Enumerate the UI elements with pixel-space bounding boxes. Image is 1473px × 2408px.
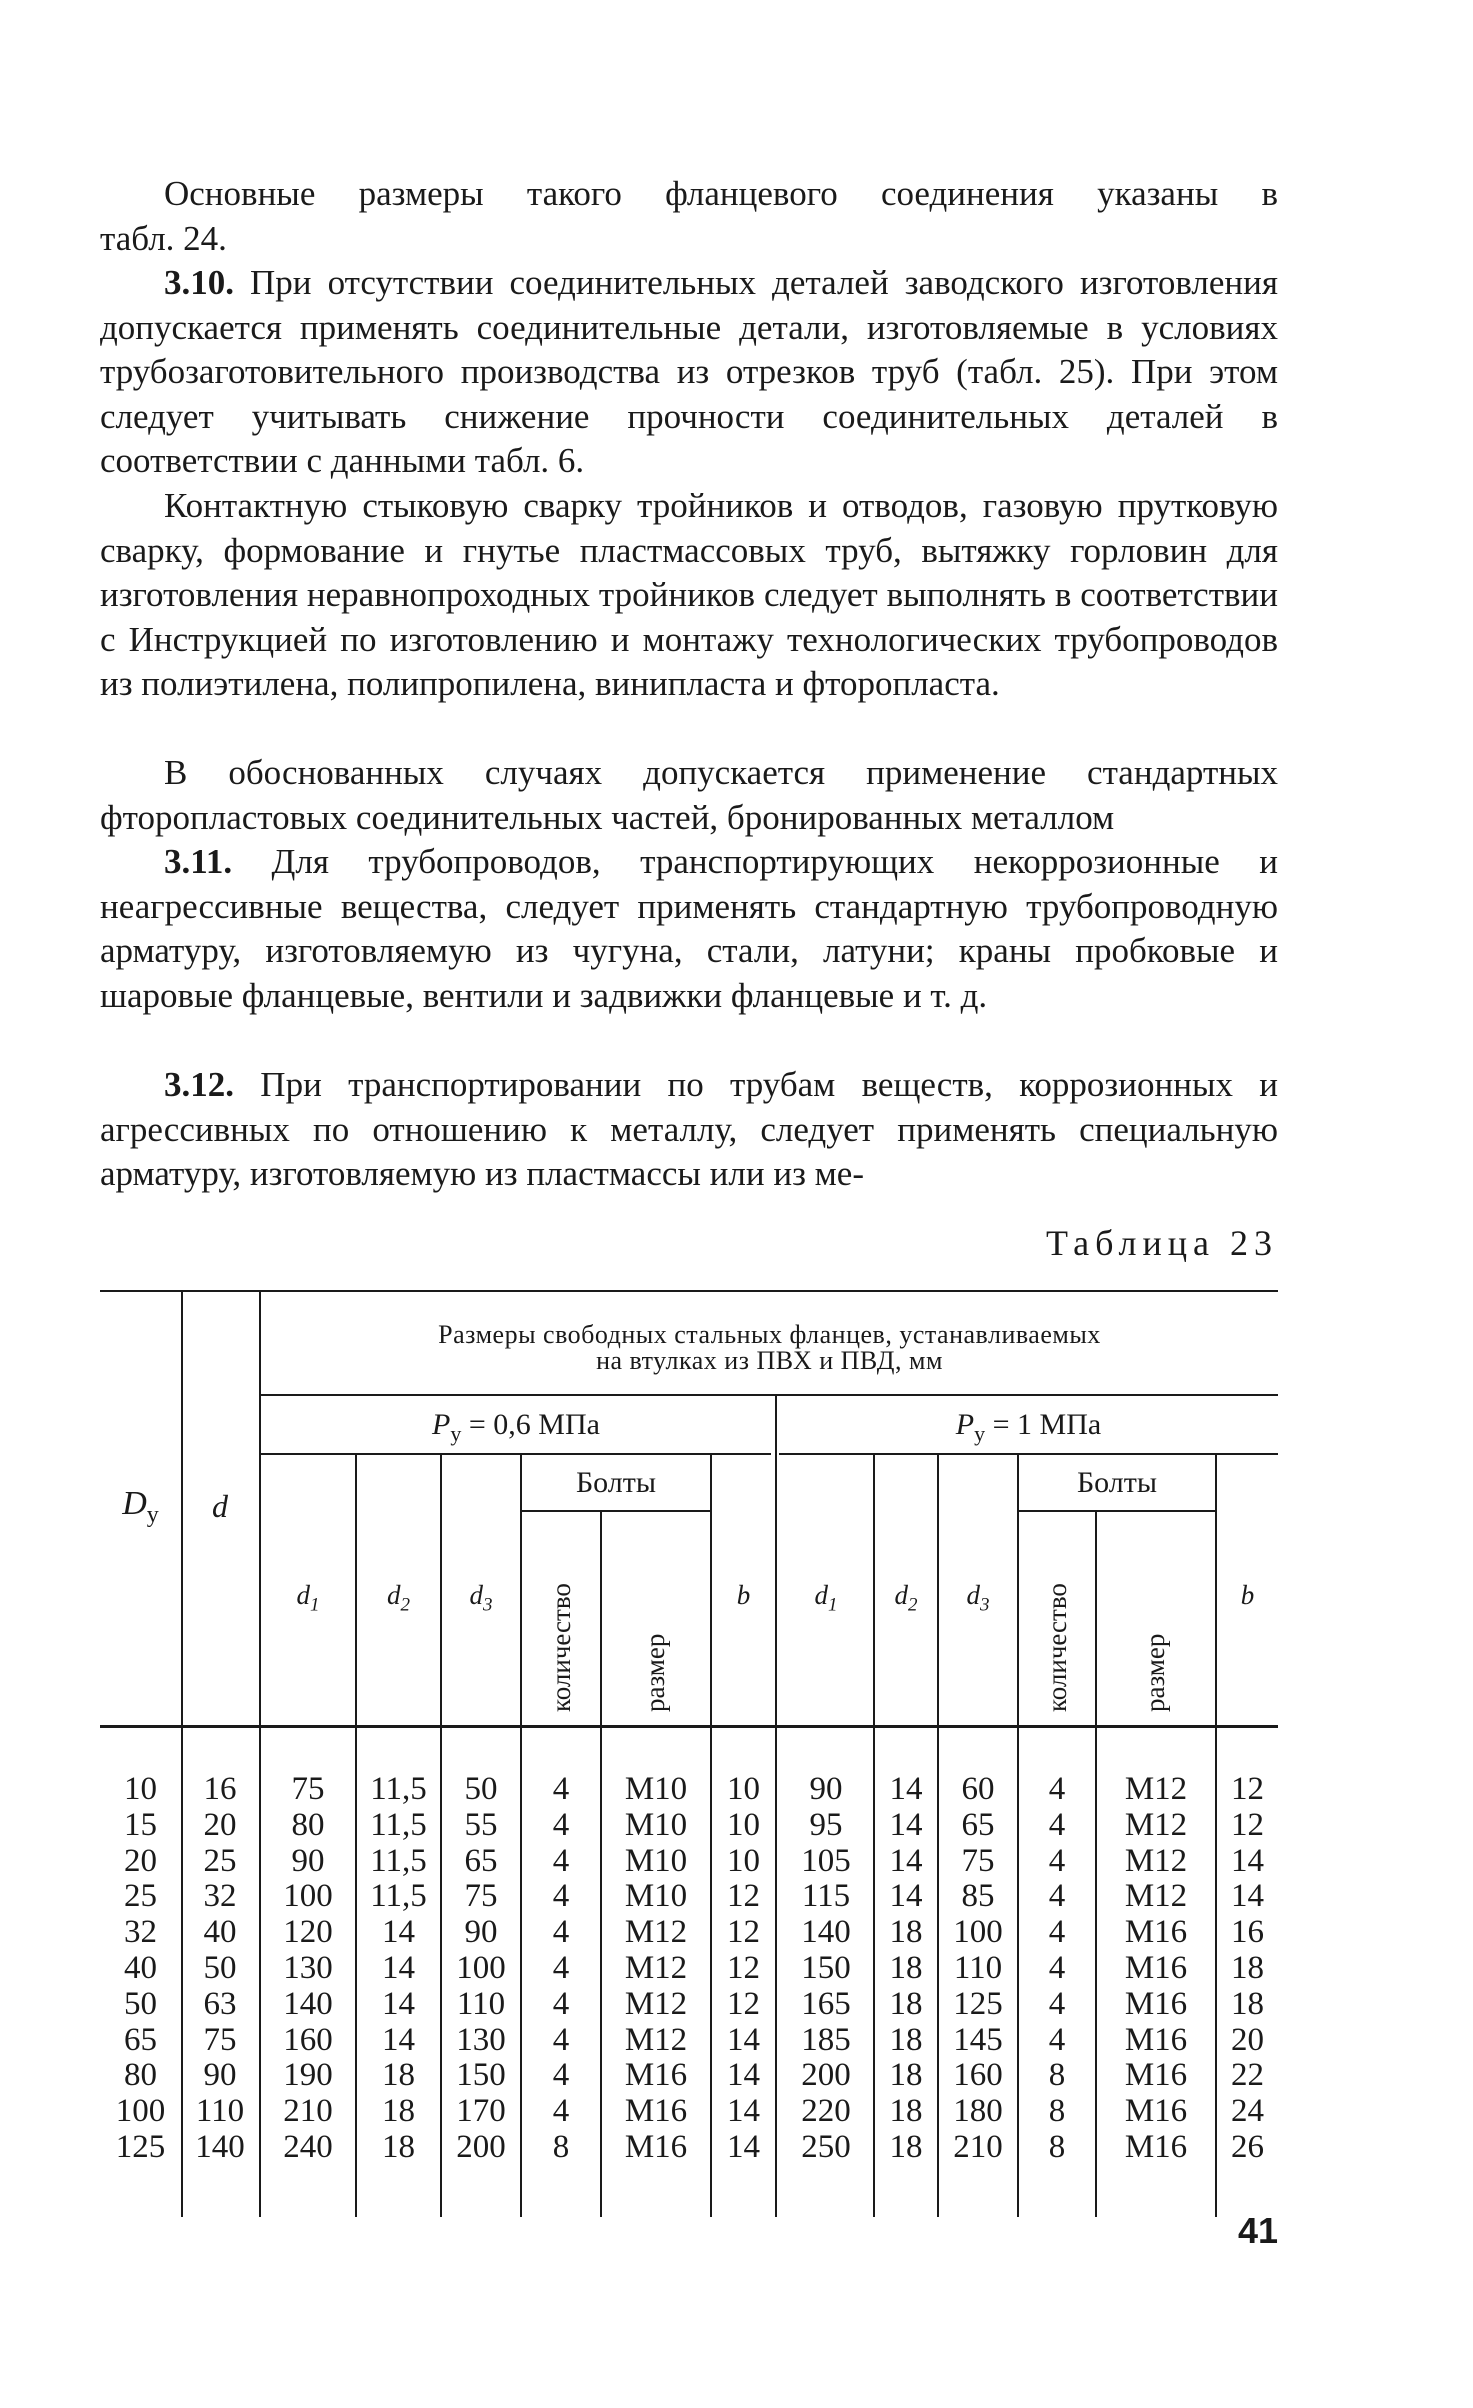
- table-cell: 14: [727, 2093, 760, 2130]
- table-cell: 65: [961, 1806, 995, 1843]
- paragraph-3-12: [100, 1063, 1278, 1197]
- paragraph-3-10: [100, 261, 1278, 484]
- table-cell: M16: [1124, 2057, 1188, 2094]
- table-cell: 105: [801, 1842, 851, 1879]
- header-size-left: размер: [640, 1633, 670, 1712]
- table-cell: 165: [801, 1985, 851, 2022]
- table-cell: 24: [1231, 2093, 1264, 2130]
- table-cell: 80: [124, 2057, 157, 2094]
- header-rule-title: [261, 1394, 1278, 1396]
- table-cell: M16: [1124, 1914, 1188, 1951]
- header-b-right: b: [1240, 1580, 1255, 1610]
- table-cell: 4: [1048, 1914, 1066, 1951]
- table-cell: 125: [953, 1985, 1003, 2022]
- table-cell: 18: [889, 2057, 923, 2094]
- table-cell: 18: [1231, 1950, 1264, 1986]
- table-cell: 4: [1048, 1878, 1066, 1915]
- table-cell: 32: [124, 1914, 157, 1951]
- table-cell: 220: [801, 2093, 851, 2130]
- table-cell: 14: [382, 1914, 415, 1951]
- table-cell: 4: [552, 2057, 570, 2094]
- table-cell: M16: [624, 2057, 688, 2094]
- table-cell: 60: [961, 1771, 995, 1807]
- table-cell: 130: [456, 2021, 506, 2058]
- table-cell: 4: [552, 1950, 570, 1986]
- table-cell: 14: [1231, 1878, 1264, 1915]
- table-cell: 4: [1048, 1842, 1066, 1879]
- table-cell: 4: [552, 1771, 570, 1807]
- header-d1-left: $d_1$: [296, 1580, 320, 1616]
- header-size-right: размер: [1140, 1633, 1170, 1712]
- table-header-rule: [100, 1725, 1278, 1728]
- header-d3-left: $d_3$: [469, 1580, 493, 1616]
- header-dy: $D_у$: [122, 1485, 159, 1528]
- table-cell: 14: [382, 2021, 415, 2058]
- table-cell: 140: [283, 1985, 333, 2022]
- table-cell: 55: [464, 1806, 498, 1843]
- table-cell: 50: [124, 1985, 157, 2022]
- header-d2-right: $d_2$: [894, 1580, 918, 1616]
- table-cell: M12: [624, 1985, 688, 2022]
- table-cell: 250: [801, 2129, 851, 2165]
- table-cell: 40: [124, 1950, 157, 1986]
- table-top-rule: [100, 1290, 1278, 1292]
- table-title: [261, 1322, 1278, 1374]
- table-cell: 100: [283, 1878, 333, 1915]
- table-cell: 25: [203, 1842, 237, 1879]
- section-number-3-12: 3.12.: [164, 1065, 234, 1104]
- table-cell: 18: [889, 2021, 923, 2058]
- table-cell: 26: [1231, 2129, 1264, 2165]
- table-cell: 110: [953, 1950, 1003, 1986]
- table-cell: M12: [624, 2021, 688, 2058]
- table-cell: 130: [283, 1950, 333, 1986]
- paragraph-intro: [100, 172, 1278, 261]
- table-cell: 90: [203, 2057, 237, 2094]
- table-cell: 11,5: [370, 1842, 427, 1879]
- header-rule-p1: [779, 1453, 1278, 1455]
- table-cell: M10: [624, 1806, 688, 1843]
- table-cell: 18: [889, 2129, 923, 2165]
- table-cell: 90: [809, 1771, 843, 1807]
- paragraph-3-11: [100, 840, 1278, 1018]
- table-cell: M16: [1124, 1950, 1188, 1986]
- table-title-line2: на втулках из ПВХ и ПВД, мм: [596, 1346, 943, 1375]
- header-pressure-1: $P_у = 1$ МПа: [955, 1408, 1102, 1446]
- table-cell: 20: [124, 1842, 157, 1879]
- table-cell: M10: [624, 1771, 688, 1807]
- table-cell: 75: [291, 1771, 325, 1807]
- table-cell: M16: [1124, 2093, 1188, 2130]
- table-cell: 12: [727, 1914, 760, 1951]
- table-cell: 4: [552, 1878, 570, 1915]
- header-d1-right: $d_1$: [814, 1580, 838, 1616]
- table-cell: M16: [1124, 1985, 1188, 2022]
- table-divider-pressure: [775, 1396, 777, 2217]
- table-cell: 100: [456, 1950, 506, 1986]
- table-cell: 4: [552, 1806, 570, 1843]
- header-rule-p06: [261, 1453, 771, 1455]
- table-cell: 185: [801, 2021, 851, 2058]
- table-cell: 200: [456, 2129, 506, 2165]
- paragraph-intro-line1: Основные размеры такого фланцевого соединения указаны в: [164, 174, 1278, 213]
- table-cell: M12: [1124, 1806, 1188, 1843]
- table-cell: 95: [809, 1806, 843, 1843]
- table-cell: 4: [1048, 2021, 1066, 2058]
- table-cell: 110: [456, 1985, 506, 2022]
- table-cell: 14: [382, 1950, 415, 1986]
- table-cell: M12: [624, 1914, 688, 1951]
- table-cell: 14: [727, 2057, 760, 2094]
- table-cell: 140: [195, 2129, 245, 2165]
- table-cell: 20: [1231, 2021, 1264, 2058]
- table-cell: 85: [961, 1878, 995, 1915]
- table-cell: 18: [889, 1950, 923, 1986]
- table-cell: 170: [456, 2093, 506, 2130]
- table-cell: M16: [1124, 2021, 1188, 2058]
- table-cell: 8: [1048, 2093, 1066, 2130]
- table-cell: 10: [727, 1771, 760, 1807]
- table-cell: 18: [889, 2093, 923, 2130]
- table-cell: 4: [552, 2093, 570, 2130]
- paragraph-intro-line2: табл. 24.: [100, 218, 227, 258]
- table-cell: M16: [1124, 2129, 1188, 2165]
- table-cell: 10: [124, 1771, 157, 1807]
- table-cell: M10: [624, 1842, 688, 1879]
- table-cell: 4: [1048, 1771, 1066, 1807]
- table-cell: 8: [1048, 2057, 1066, 2094]
- table-cell: 12: [727, 1985, 760, 2022]
- header-bolts-right: Болты: [1076, 1466, 1158, 1499]
- table-cell: 100: [115, 2093, 166, 2130]
- table-cell: 50: [203, 1950, 237, 1986]
- table-cell: 40: [203, 1914, 237, 1951]
- table-cell: 4: [1048, 1985, 1066, 2022]
- paragraph-3-11-text: Для трубопроводов, транспортирующих некоррозионные и неагрессивные вещества, следует применять стандартную трубопроводную арматуру, изготовляемую из чугуна, стали, латуни; краны пробковые и шаровые фланцевые, вентили и задвижки фланцевые и т. д.: [100, 842, 1278, 1015]
- table-cell: 11,5: [370, 1806, 427, 1843]
- table-cell: 4: [552, 1985, 570, 2022]
- table-cell: 240: [283, 2129, 333, 2165]
- table-cell: 4: [552, 1914, 570, 1951]
- header-d: d: [212, 1488, 228, 1524]
- table-cell: 12: [1231, 1806, 1264, 1843]
- table-cell: 115: [801, 1878, 851, 1915]
- table-cell: M10: [624, 1878, 688, 1915]
- table-cell: M16: [624, 2093, 688, 2130]
- table-cell: 11,5: [370, 1771, 427, 1807]
- paragraph-3-10-text: При отсутствии соединительных деталей заводского изготовления допускается применять соединительные детали, изготовляемые в условиях трубозаготовительного производства из отрезков труб (табл. 25). При этом следует учитывать снижение прочности соединительных деталей в соответствии с данными табл. 6.: [100, 263, 1278, 480]
- table-cell: 145: [953, 2021, 1003, 2058]
- header-quantity-left: количество: [546, 1583, 576, 1712]
- table-cell: M16: [624, 2129, 688, 2165]
- table-cell: 18: [382, 2057, 415, 2094]
- table-cell: 12: [727, 1878, 760, 1915]
- table-cell: 10: [727, 1806, 760, 1843]
- table-cell: 14: [889, 1842, 923, 1879]
- table-cell: 8: [552, 2129, 570, 2165]
- table-caption: Таблица 23: [1046, 1223, 1278, 1263]
- table-cell: 11,5: [370, 1878, 427, 1915]
- table-cell: 100: [953, 1914, 1003, 1951]
- table-cell: 25: [124, 1878, 157, 1915]
- table-cell: 63: [203, 1985, 237, 2022]
- header-bolts-left: Болты: [575, 1466, 657, 1499]
- paragraph-fluoroplastic: В обоснованных случаях допускается применение стандартных фторопластовых соединительных частей, бронированных металлом: [100, 753, 1278, 837]
- table-cell: M12: [624, 1950, 688, 1986]
- table-cell: 210: [283, 2093, 333, 2130]
- table-cell: 18: [382, 2129, 415, 2165]
- table-cell: 14: [727, 2129, 760, 2165]
- table-cell: 20: [203, 1806, 237, 1843]
- table-cell: 75: [464, 1878, 498, 1915]
- table-cell: 16: [203, 1771, 237, 1807]
- page-number: 41: [1237, 2210, 1278, 2251]
- table-cell: 12: [1231, 1771, 1264, 1807]
- paragraph-3-12-text: При транспортировании по трубам веществ, коррозионных и агрессивных по отношению к металлу, следует применять специальную арматуру, изготовляемую из пластмассы или из ме-: [100, 1065, 1278, 1193]
- table-title-line1: Размеры свободных стальных фланцев, устанавливаемых: [438, 1320, 1101, 1349]
- table-cell: 65: [124, 2021, 157, 2058]
- table-cell: 15: [124, 1806, 157, 1843]
- table-cell: 14: [382, 1985, 415, 2022]
- table-cell: 140: [801, 1914, 851, 1951]
- table-cell: 110: [195, 2093, 245, 2130]
- table-cell: 75: [203, 2021, 237, 2058]
- table-cell: 14: [1231, 1842, 1264, 1879]
- table-cell: 10: [727, 1842, 760, 1879]
- table-cell: 12: [727, 1950, 760, 1986]
- table-cell: 16: [1231, 1914, 1264, 1951]
- table-cell: 8: [1048, 2129, 1066, 2165]
- table-cell: 14: [889, 1771, 923, 1807]
- table-cell: 150: [456, 2057, 506, 2094]
- table-cell: 4: [1048, 1950, 1066, 1986]
- header-quantity-right: количество: [1042, 1583, 1072, 1712]
- table-cell: 210: [953, 2129, 1003, 2165]
- header-pressure-06: $P_у = 0,6$ МПа: [432, 1408, 600, 1446]
- bolts-rule-left: [522, 1510, 710, 1512]
- table-cell: 125: [115, 2129, 166, 2165]
- table-cell: 90: [291, 1842, 325, 1879]
- table-cell: 18: [1231, 1985, 1264, 2022]
- table-cell: 18: [889, 1914, 923, 1951]
- header-d2-left: $d_2$: [387, 1580, 410, 1616]
- table-cell: 90: [464, 1914, 498, 1951]
- table-cell: 14: [889, 1878, 923, 1915]
- table-cell: 180: [953, 2093, 1003, 2130]
- table-cell: 14: [727, 2021, 760, 2058]
- table-cell: 32: [203, 1878, 237, 1915]
- table-cell: 160: [953, 2057, 1003, 2094]
- table-cell: 190: [283, 2057, 333, 2094]
- table-cell: 14: [889, 1806, 923, 1843]
- table-cell: 75: [961, 1842, 995, 1879]
- section-number-3-11: 3.11.: [164, 842, 233, 881]
- table-cell: 4: [552, 1842, 570, 1879]
- bolts-rule-right: [1019, 1510, 1215, 1512]
- table-cell: 150: [801, 1950, 851, 1986]
- section-number-3-10: 3.10.: [164, 263, 234, 302]
- table-cell: 18: [889, 1985, 923, 2022]
- table-cell: 200: [801, 2057, 851, 2094]
- table-cell: 80: [291, 1806, 325, 1843]
- table-cell: M12: [1124, 1878, 1188, 1915]
- table-cell: 120: [283, 1914, 333, 1951]
- table-cell: 22: [1231, 2057, 1264, 2094]
- header-d3-right: $d_3$: [966, 1580, 990, 1616]
- table-cell: 160: [283, 2021, 333, 2058]
- table-cell: 4: [1048, 1806, 1066, 1843]
- header-b-left: b: [736, 1580, 751, 1610]
- table-cell: 18: [382, 2093, 415, 2130]
- paragraph-welding: Контактную стыковую сварку тройников и отводов, газовую прутковую сварку, формование и гнутье пластмассовых труб, вытяжку горловин для изготовления неравнопроходных тройников следует выполнять в соответствии с Инструкцией по изготовлению и монтажу технологических трубопроводов из полиэтилена, полипропилена, винипласта и фторопласта.: [100, 486, 1278, 703]
- table-cell: 4: [552, 2021, 570, 2058]
- table-cell: M12: [1124, 1842, 1188, 1879]
- table-cell: M12: [1124, 1771, 1188, 1807]
- table-cell: 65: [464, 1842, 498, 1879]
- table-cell: 50: [464, 1771, 498, 1807]
